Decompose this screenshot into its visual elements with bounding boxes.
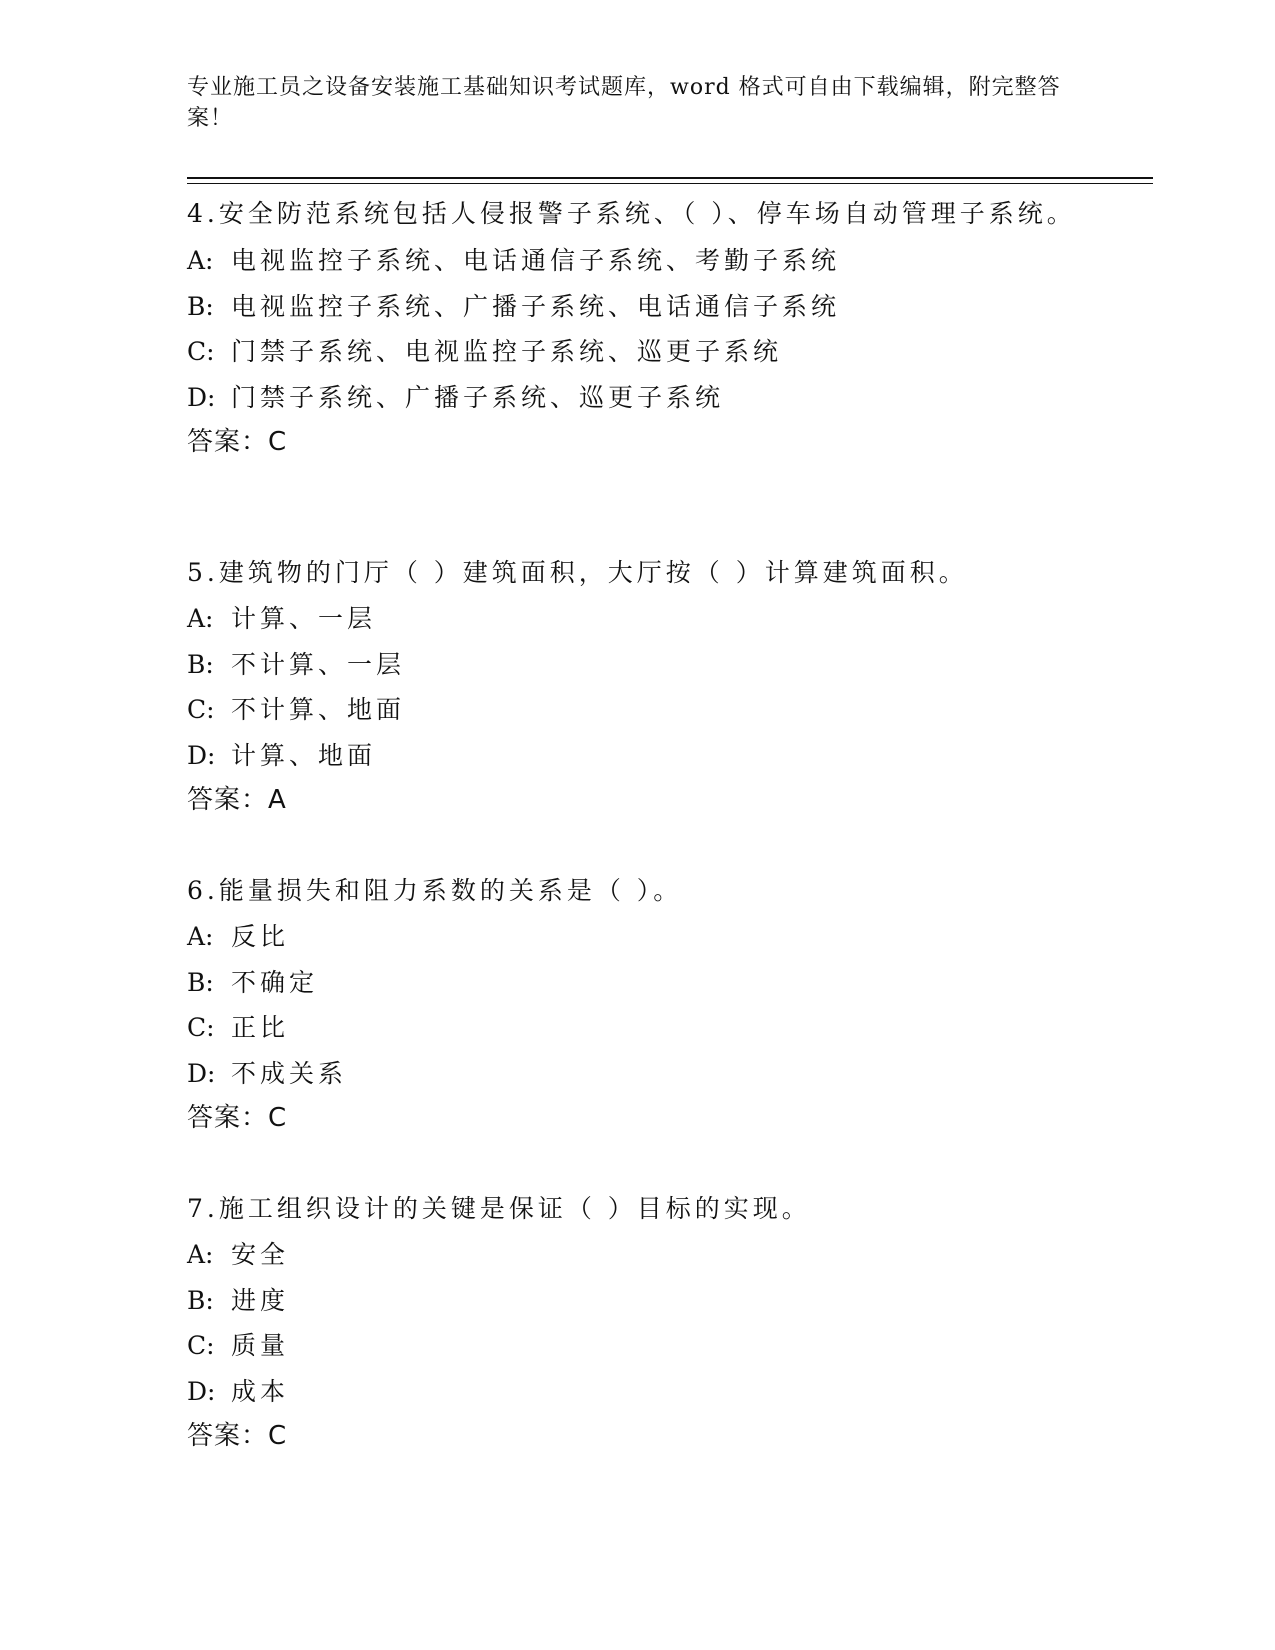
option-d [187, 733, 1137, 779]
option-text: 不计算、一层 [231, 649, 406, 679]
answer-line: 答案：A [187, 785, 287, 815]
option-letter: D: [187, 740, 216, 770]
option-a [187, 1232, 1137, 1278]
option-letter: C: [187, 695, 215, 724]
option-letter: B: [187, 1285, 214, 1315]
option-a [187, 596, 1137, 642]
option-b [187, 642, 1137, 688]
option-c [187, 1005, 1137, 1051]
option-text: 计算、一层 [231, 604, 377, 633]
option-b [187, 960, 1137, 1006]
option-text: 门禁子系统、电视监控子系统、巡更子系统 [231, 337, 783, 366]
question-6 [187, 868, 1137, 1141]
option-c [187, 1323, 1137, 1369]
option-c [187, 687, 1137, 733]
option-text: 电视监控子系统、广播子系统、电话通信子系统 [231, 291, 841, 321]
option-letter: C: [187, 1331, 215, 1360]
option-b [187, 1278, 1137, 1324]
option-b [187, 284, 1137, 330]
answer-line: 答案：C [187, 427, 288, 457]
option-letter: A: [187, 246, 214, 275]
question-4 [187, 190, 1137, 465]
option-text: 计算、地面 [231, 740, 377, 770]
option-text: 不确定 [231, 967, 319, 997]
option-d [187, 1051, 1137, 1097]
question-stem: 7.施工组织设计的关键是保证（ ）目标的实现。 [187, 1194, 811, 1223]
option-letter: C: [187, 1013, 215, 1042]
option-c [187, 329, 1137, 375]
option-letter: D: [187, 1058, 216, 1088]
option-letter: D: [187, 382, 216, 412]
option-a [187, 238, 1137, 284]
question-stem: 5.建筑物的门厅（ ）建筑面积，大厅按（ ）计算建筑面积。 [187, 558, 968, 587]
question-7 [187, 1186, 1137, 1459]
option-letter: D: [187, 1376, 216, 1406]
question-stem: 4.安全防范系统包括人侵报警子系统、（ ）、停车场自动管理子系统。 [187, 199, 1076, 228]
question-stem: 6.能量损失和阻力系数的关系是（ ）。 [187, 876, 683, 905]
option-text: 门禁子系统、广播子系统、巡更子系统 [231, 382, 725, 412]
header-rule-thick [187, 177, 1153, 179]
option-letter: C: [187, 337, 215, 366]
option-letter: B: [187, 291, 214, 321]
option-text: 正比 [231, 1013, 290, 1042]
header-rule-thin [187, 183, 1153, 184]
document-intro: 专业施工员之设备安装施工基础知识考试题库，word 格式可自由下载编辑，附完整答案！ [187, 75, 1061, 131]
question-5 [187, 550, 1137, 823]
option-a [187, 914, 1137, 960]
option-letter: A: [187, 1240, 214, 1269]
answer-line: 答案：C [187, 1103, 288, 1133]
option-d [187, 375, 1137, 421]
option-text: 安全 [231, 1240, 290, 1269]
option-d [187, 1369, 1137, 1415]
option-letter: B: [187, 967, 214, 997]
option-letter: B: [187, 649, 214, 679]
option-text: 不计算、地面 [231, 695, 406, 724]
option-text: 电视监控子系统、电话通信子系统、考勤子系统 [231, 246, 841, 275]
option-text: 反比 [231, 922, 290, 951]
option-letter: A: [187, 604, 214, 633]
answer-line: 答案：C [187, 1421, 288, 1451]
option-text: 质量 [231, 1331, 290, 1360]
option-text: 进度 [231, 1285, 290, 1315]
option-letter: A: [187, 922, 214, 951]
option-text: 成本 [231, 1376, 290, 1406]
option-text: 不成关系 [231, 1058, 348, 1088]
